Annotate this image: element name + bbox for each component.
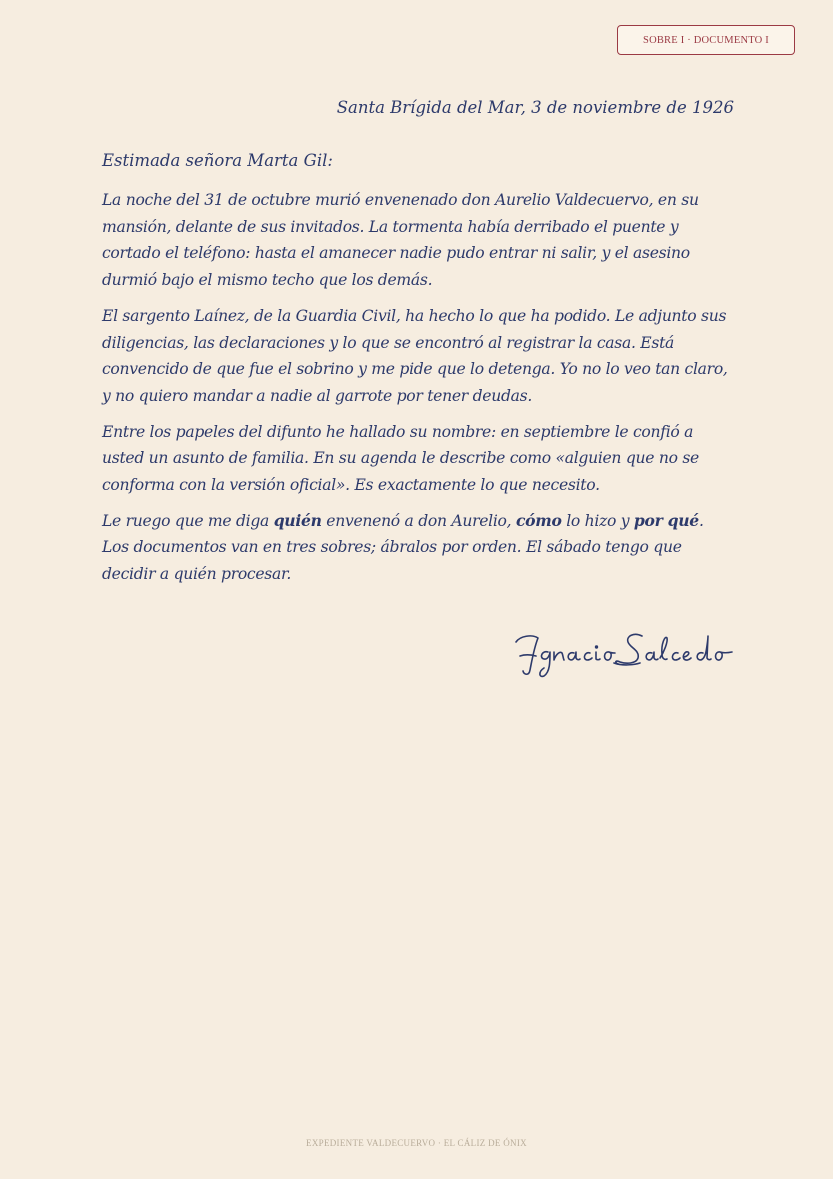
letter-body <box>102 90 734 597</box>
paragraph-closing <box>102 508 734 588</box>
paragraph-2: El sargento Laínez, de la Guardia Civil, ha hecho lo que ha podido. Le adjunto sus diligencias, las declaraciones y lo que se encontró al registrar la casa. Está convencido de que fue el sobrino y me pide que lo detenga. Yo no lo veo tan claro, y no quiero mandar a nadie al garrote por tener deudas. <box>102 306 728 405</box>
emphasis-why: por qué <box>633 510 699 530</box>
closing-text-3: lo hizo y <box>561 511 634 530</box>
emphasis-who: quién <box>273 510 322 530</box>
closing-text-1: Le ruego que me diga <box>102 511 274 530</box>
dateline: Santa Brígida del Mar, 3 de noviembre de 1926 <box>336 98 734 117</box>
footer: EXPEDIENTE VALDECUERVO · EL CÁLIZ DE ÓNIX <box>306 1138 527 1148</box>
emphasis-how: cómo <box>515 510 562 530</box>
signature <box>510 622 736 680</box>
paragraph-3: Entre los papeles del difunto he hallado su nombre: en septiembre le confió a usted un asunto de familia. En su agenda le describe como «alguien que no se conforma con la versión oficial». Es exactamente lo que necesito. <box>102 422 699 495</box>
closing-text-2: envenenó a don Aurelio, <box>321 511 516 530</box>
envelope-stamp: SOBRE I · DOCUMENTO I <box>617 25 795 55</box>
closing-text-4: . Los documentos van en tres sobres; ábralos por orden. El sábado tengo que decidir a quién procesar. <box>102 511 704 584</box>
paragraph-1: La noche del 31 de octubre murió envenenado don Aurelio Valdecuervo, en su mansión, delante de sus invitados. La tormenta había derribado el puente y cortado el teléfono: hasta el amanecer nadie pudo entrar ni salir, y el asesino durmió bajo el mismo techo que los demás. <box>102 191 699 290</box>
salutation: Estimada señora Marta Gil: <box>102 151 333 170</box>
